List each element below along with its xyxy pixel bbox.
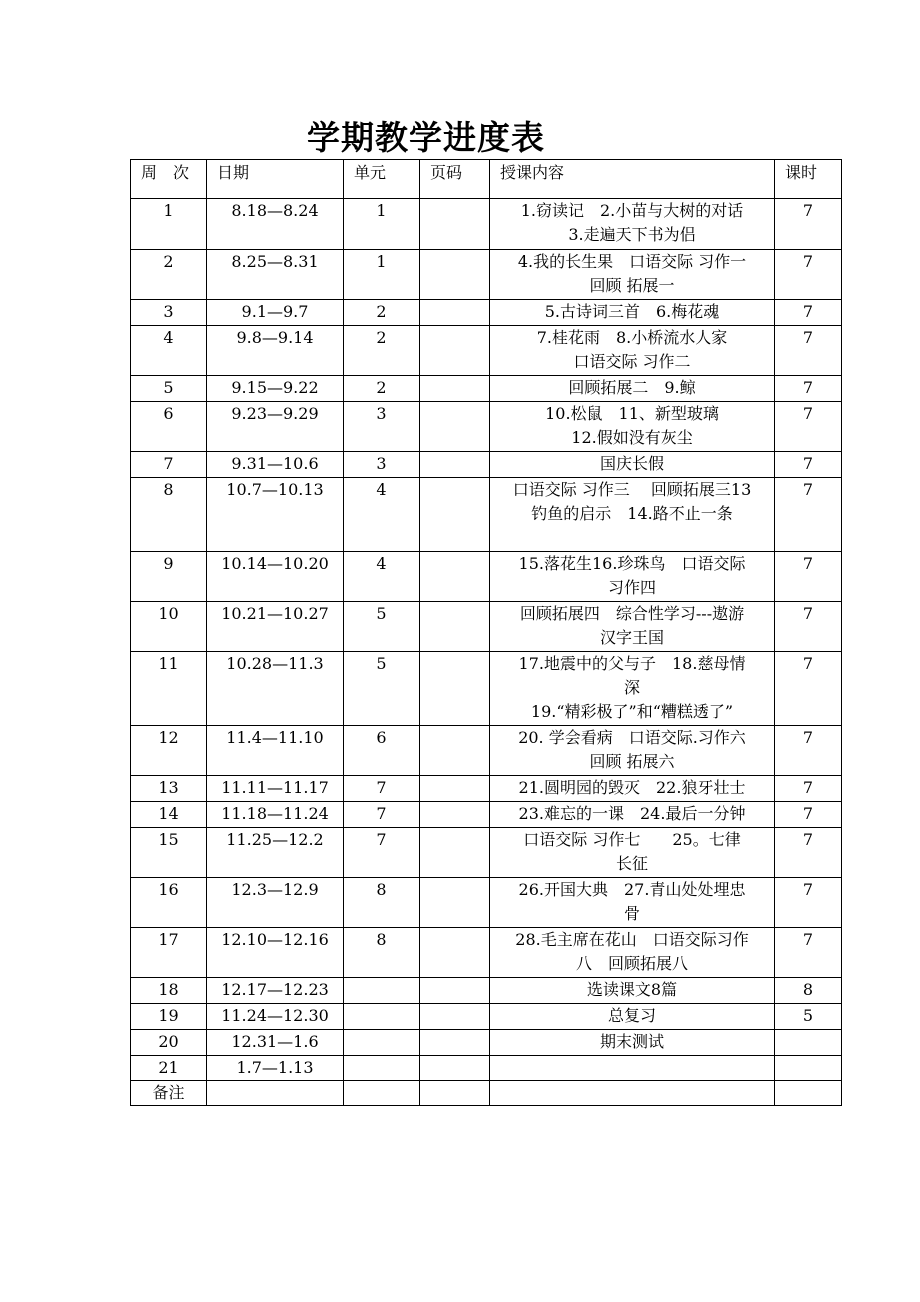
cell-content: 4.我的长生果 口语交际 习作一 回顾 拓展一: [490, 250, 775, 300]
cell-week: 17: [131, 928, 207, 978]
cell-week: 16: [131, 878, 207, 928]
table-row: [131, 1030, 842, 1056]
cell-date: 12.17—12.23: [207, 978, 344, 1004]
cell-page: [420, 602, 490, 652]
table-row: [131, 1004, 842, 1030]
cell-date: 12.3—12.9: [207, 878, 344, 928]
cell-page: [420, 1004, 490, 1030]
cell-unit: 1: [344, 250, 420, 300]
cell-week: 9: [131, 552, 207, 602]
header-unit: 单元: [344, 160, 420, 199]
cell-unit: [344, 1030, 420, 1056]
cell-week: 10: [131, 602, 207, 652]
cell-page: [420, 402, 490, 452]
cell-date: 10.28—11.3: [207, 652, 344, 726]
cell-unit: 8: [344, 878, 420, 928]
cell-content: 口语交际 习作七 25。七律 长征: [490, 828, 775, 878]
table-row: [131, 828, 842, 878]
cell-content: 期末测试: [490, 1030, 775, 1056]
cell-week: 6: [131, 402, 207, 452]
remarks-row: [131, 1081, 842, 1106]
cell-hours: 7: [775, 776, 842, 802]
cell-content: 7.桂花雨 8.小桥流水人家 口语交际 习作二: [490, 326, 775, 376]
cell-date: 10.14—10.20: [207, 552, 344, 602]
cell-hours: 7: [775, 199, 842, 250]
table-row: [131, 452, 842, 478]
cell-page: [420, 478, 490, 552]
cell-hours: 7: [775, 652, 842, 726]
cell-unit: [344, 1056, 420, 1081]
cell-content: 国庆长假: [490, 452, 775, 478]
table-row: [131, 1056, 842, 1081]
cell-unit: 5: [344, 602, 420, 652]
cell-hours: 7: [775, 376, 842, 402]
cell-date: 12.10—12.16: [207, 928, 344, 978]
cell-content: 23.难忘的一课 24.最后一分钟: [490, 802, 775, 828]
cell-unit: [344, 978, 420, 1004]
cell-content: 回顾拓展四 综合性学习---遨游 汉字王国: [490, 602, 775, 652]
cell-unit: [344, 1004, 420, 1030]
cell-content: 回顾拓展二 9.鲸: [490, 376, 775, 402]
cell-week: 3: [131, 300, 207, 326]
cell-week: 1: [131, 199, 207, 250]
cell-hours: 7: [775, 452, 842, 478]
cell-hours: 7: [775, 300, 842, 326]
cell-content: 15.落花生16.珍珠鸟 口语交际 习作四: [490, 552, 775, 602]
table-row: [131, 928, 842, 978]
table-row: [131, 978, 842, 1004]
remarks-cell: [490, 1081, 775, 1106]
cell-week: 7: [131, 452, 207, 478]
header-week: 周 次: [131, 160, 207, 199]
cell-date: 10.21—10.27: [207, 602, 344, 652]
cell-page: [420, 250, 490, 300]
cell-unit: 3: [344, 452, 420, 478]
cell-hours: 7: [775, 326, 842, 376]
cell-week: 4: [131, 326, 207, 376]
cell-unit: 2: [344, 300, 420, 326]
cell-unit: 5: [344, 652, 420, 726]
cell-unit: 1: [344, 199, 420, 250]
table-header-row: [131, 160, 842, 199]
cell-hours: 7: [775, 726, 842, 776]
cell-content: 10.松鼠 11、新型玻璃 12.假如没有灰尘: [490, 402, 775, 452]
cell-hours: 8: [775, 978, 842, 1004]
cell-hours: [775, 1030, 842, 1056]
cell-date: 9.23—9.29: [207, 402, 344, 452]
cell-hours: 7: [775, 552, 842, 602]
cell-content: 总复习: [490, 1004, 775, 1030]
cell-week: 5: [131, 376, 207, 402]
cell-page: [420, 326, 490, 376]
cell-page: [420, 928, 490, 978]
cell-date: 11.4—11.10: [207, 726, 344, 776]
cell-page: [420, 376, 490, 402]
cell-date: 9.8—9.14: [207, 326, 344, 376]
cell-date: 11.18—11.24: [207, 802, 344, 828]
table-row: [131, 326, 842, 376]
cell-hours: 7: [775, 402, 842, 452]
cell-page: [420, 978, 490, 1004]
remarks-cell: [775, 1081, 842, 1106]
cell-unit: 2: [344, 326, 420, 376]
cell-week: 12: [131, 726, 207, 776]
cell-week: 21: [131, 1056, 207, 1081]
table-row: [131, 199, 842, 250]
cell-page: [420, 1056, 490, 1081]
table-row: [131, 402, 842, 452]
cell-week: 8: [131, 478, 207, 552]
cell-week: 15: [131, 828, 207, 878]
header-page: 页码: [420, 160, 490, 199]
cell-page: [420, 1030, 490, 1056]
cell-content: 1.窃读记 2.小苗与大树的对话 3.走遍天下书为侣: [490, 199, 775, 250]
cell-week: 14: [131, 802, 207, 828]
cell-hours: 7: [775, 928, 842, 978]
header-hours: 课时: [775, 160, 842, 199]
remarks-cell: [420, 1081, 490, 1106]
table-row: [131, 250, 842, 300]
cell-page: [420, 878, 490, 928]
table-row: [131, 602, 842, 652]
cell-hours: 7: [775, 878, 842, 928]
cell-content: 17.地震中的父与子 18.慈母情 深 19.“精彩极了”和“糟糕透了”: [490, 652, 775, 726]
cell-page: [420, 726, 490, 776]
cell-date: 11.25—12.2: [207, 828, 344, 878]
table-row: [131, 376, 842, 402]
cell-page: [420, 828, 490, 878]
cell-content: 21.圆明园的毁灭 22.狼牙壮士: [490, 776, 775, 802]
table-row: [131, 652, 842, 726]
cell-page: [420, 776, 490, 802]
remarks-label: 备注: [131, 1081, 207, 1106]
page-title: 学期教学进度表: [307, 118, 545, 157]
cell-hours: 7: [775, 250, 842, 300]
cell-page: [420, 652, 490, 726]
cell-page: [420, 300, 490, 326]
cell-hours: 7: [775, 828, 842, 878]
cell-unit: 7: [344, 828, 420, 878]
cell-unit: 4: [344, 478, 420, 552]
cell-hours: 7: [775, 478, 842, 552]
cell-date: 9.15—9.22: [207, 376, 344, 402]
cell-date: 11.24—12.30: [207, 1004, 344, 1030]
schedule-table-body: [131, 160, 842, 1106]
cell-page: [420, 199, 490, 250]
cell-hours: 5: [775, 1004, 842, 1030]
cell-content: 口语交际 习作三 回顾拓展三13 钓鱼的启示 14.路不止一条: [490, 478, 775, 552]
table-row: [131, 776, 842, 802]
cell-unit: 6: [344, 726, 420, 776]
cell-content: 5.古诗词三首 6.梅花魂: [490, 300, 775, 326]
cell-date: 10.7—10.13: [207, 478, 344, 552]
cell-content: 26.开国大典 27.青山处处埋忠 骨: [490, 878, 775, 928]
cell-content: 20. 学会看病 口语交际.习作六 回顾 拓展六: [490, 726, 775, 776]
table-row: [131, 300, 842, 326]
cell-unit: 8: [344, 928, 420, 978]
cell-date: 1.7—1.13: [207, 1056, 344, 1081]
cell-content: [490, 1056, 775, 1081]
table-row: [131, 878, 842, 928]
cell-page: [420, 802, 490, 828]
cell-page: [420, 552, 490, 602]
cell-unit: 7: [344, 776, 420, 802]
cell-hours: [775, 1056, 842, 1081]
cell-unit: 4: [344, 552, 420, 602]
remarks-cell: [344, 1081, 420, 1106]
cell-hours: 7: [775, 802, 842, 828]
cell-unit: 2: [344, 376, 420, 402]
cell-unit: 7: [344, 802, 420, 828]
cell-hours: 7: [775, 602, 842, 652]
cell-content: 选读课文8篇: [490, 978, 775, 1004]
cell-date: 9.1—9.7: [207, 300, 344, 326]
cell-page: [420, 452, 490, 478]
cell-content: 28.毛主席在花山 口语交际习作 八 回顾拓展八: [490, 928, 775, 978]
cell-week: 18: [131, 978, 207, 1004]
header-content: 授课内容: [490, 160, 775, 199]
cell-unit: 3: [344, 402, 420, 452]
cell-week: 20: [131, 1030, 207, 1056]
remarks-cell: [207, 1081, 344, 1106]
cell-date: 8.25—8.31: [207, 250, 344, 300]
table-row: [131, 552, 842, 602]
cell-date: 12.31—1.6: [207, 1030, 344, 1056]
cell-week: 11: [131, 652, 207, 726]
table-row: [131, 478, 842, 552]
table-row: [131, 726, 842, 776]
cell-week: 2: [131, 250, 207, 300]
cell-date: 9.31—10.6: [207, 452, 344, 478]
cell-week: 19: [131, 1004, 207, 1030]
header-date: 日期: [207, 160, 344, 199]
schedule-table: [130, 159, 842, 1106]
cell-week: 13: [131, 776, 207, 802]
cell-date: 11.11—11.17: [207, 776, 344, 802]
table-row: [131, 802, 842, 828]
cell-date: 8.18—8.24: [207, 199, 344, 250]
